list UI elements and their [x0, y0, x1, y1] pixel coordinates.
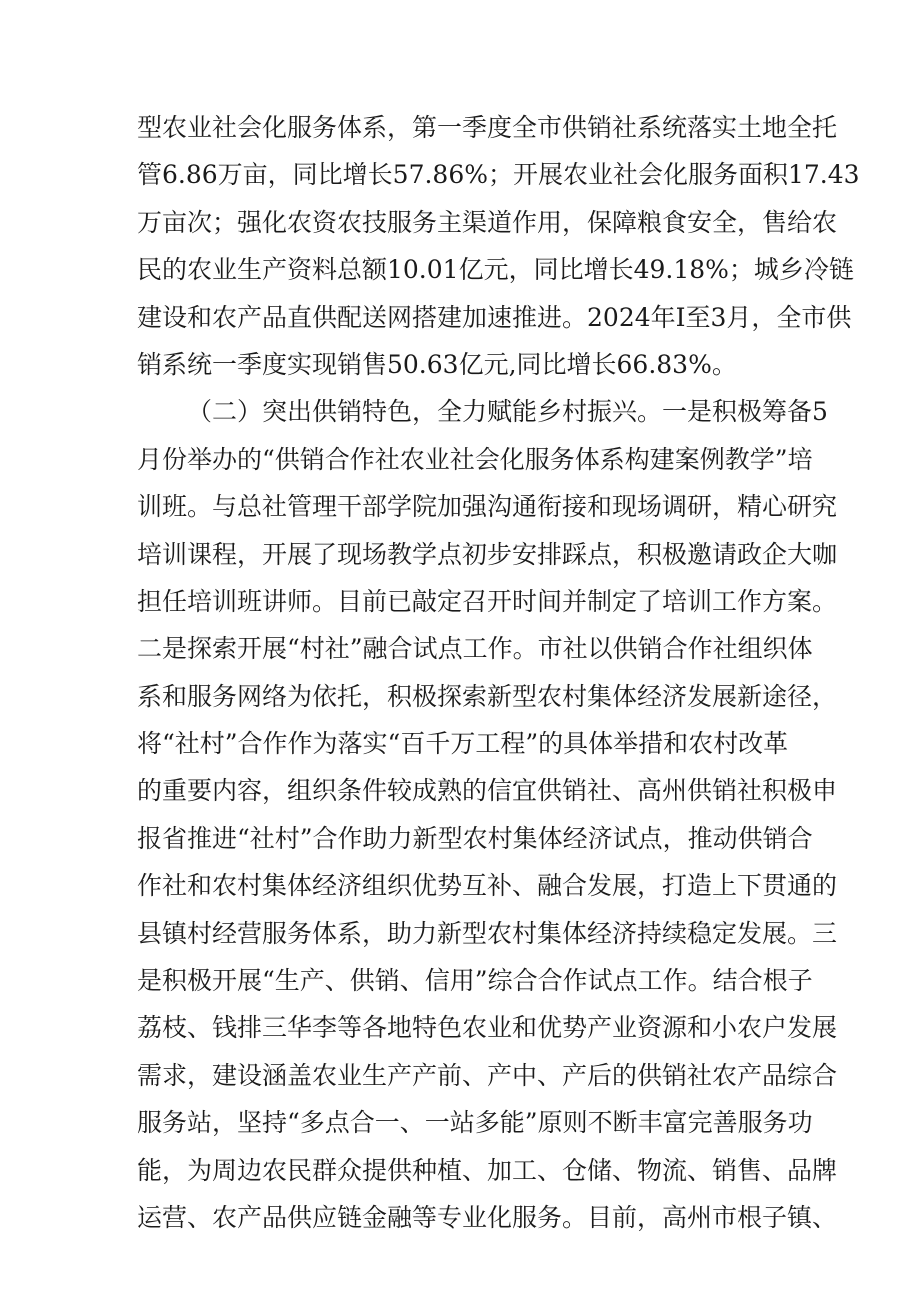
body-text — [137, 104, 860, 1241]
text-line: 民的农业生产资料总额10.01亿元，同比增长49.18%；城乡冷链 — [137, 255, 854, 285]
text-line: 的重要内容，组织条件较成熟的信宜供销社、高州供销社积极申 — [137, 776, 838, 806]
text-line: 系和服务网络为依托，积极探索新型农村集体经济发展新途径， — [137, 681, 838, 711]
text-line: 是积极开展“生产、供销、信用”综合合作试点工作。结合根子 — [137, 966, 813, 996]
text-line: 作社和农村集体经济组织优势互补、融合发展，打造上下贯通的 — [137, 871, 838, 901]
section-heading-line: （二）突出供销特色，全力赋能乡村振兴。一是积极筹备5 — [187, 397, 828, 427]
text-line: 销系统一季度实现销售50.63亿元,同比增长66.83%。 — [137, 349, 737, 379]
text-line: 将“社村”合作作为落实“百千万工程”的具体举措和农村改革 — [137, 729, 789, 759]
text-line: 万亩次；强化农资农技服务主渠道作用，保障粮食安全，售给农 — [137, 207, 838, 237]
text-line: 荔枝、钱排三华李等各地特色农业和优势产业资源和小农户发展 — [137, 1013, 838, 1043]
text-line: 建设和农产品直供配送网搭建加速推进。2024年I至3月，全市供 — [137, 302, 852, 332]
text-line: 县镇村经营服务体系，助力新型农村集体经济持续稳定发展。三 — [137, 918, 838, 948]
text-line: 需求，建设涵盖农业生产产前、产中、产后的供销社农产品综合 — [137, 1060, 838, 1090]
text-line: 能，为周边农民群众提供种植、加工、仓储、物流、销售、品牌 — [137, 1155, 838, 1185]
text-line: 型农业社会化服务体系，第一季度全市供销社系统落实土地全托 — [137, 113, 838, 142]
text-line: 二是探索开展“村社”融合试点工作。市社以供销合作社组织体 — [137, 634, 813, 664]
text-line: 运营、农产品供应链金融等专业化服务。目前，高州市根子镇、 — [137, 1202, 838, 1232]
text-line: 管6.86万亩，同比增长57.86%；开展农业社会化服务面积17.43 — [137, 160, 860, 190]
text-line: 服务站，坚持“多点合一、一站多能”原则不断丰富完善服务功 — [137, 1108, 813, 1138]
text-line: 月份举办的“供销合作社农业社会化服务体系构建案例教学”培 — [137, 444, 813, 474]
text-line: 报省推进“社村”合作助力新型农村集体经济试点，推动供销合 — [137, 823, 813, 853]
text-line: 训班。与总社管理干部学院加强沟通衔接和现场调研，精心研究 — [137, 492, 838, 522]
text-line: 担任培训班讲师。目前已敲定召开时间并制定了培训工作方案。 — [137, 586, 838, 616]
text-line: 培训课程，开展了现场教学点初步安排踩点，积极邀请政企大咖 — [137, 539, 838, 569]
